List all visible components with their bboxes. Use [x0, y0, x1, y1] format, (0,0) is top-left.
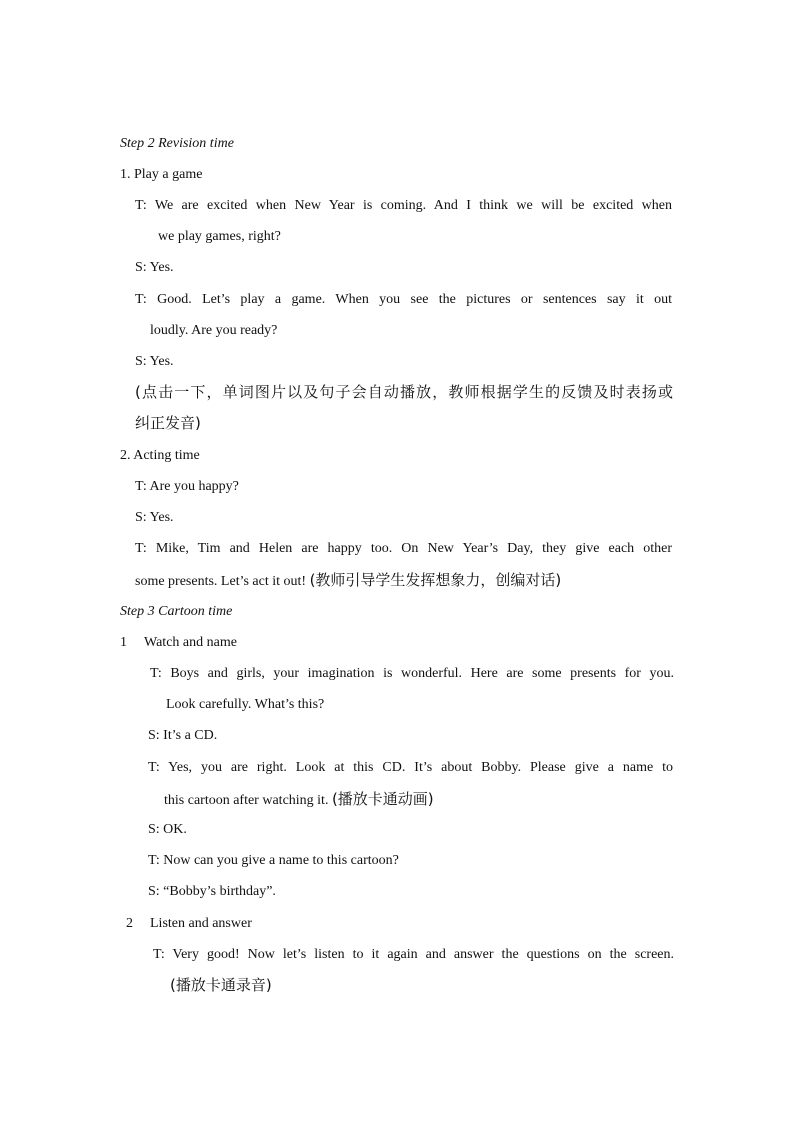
step2-item1-title: 1. Play a game — [120, 167, 203, 182]
step3-item1-title-line — [120, 634, 237, 652]
step3-t2-line1: T: Yes, you are right. Look at this CD. It’s about Bobby. Please give a name to — [148, 760, 673, 775]
step3-t3: T: Now can you give a name to this cartoon? — [148, 853, 399, 868]
step3-s3: S: “Bobby’s birthday”. — [148, 884, 276, 899]
step3-item2-title: Listen and answer — [150, 916, 252, 931]
step3-t2-note: (播放卡通动画) — [331, 790, 434, 808]
step3-heading: Step 3 Cartoon time — [120, 604, 233, 619]
step2-item2-title: 2. Acting time — [120, 448, 200, 463]
step2-t1-line1: T: We are excited when New Year is coming. And I think we will be excited when — [135, 198, 672, 213]
step2-note-line1: (点击一下，单词图片以及句子会自动播放，教师根据学生的反馈及时表扬或 — [135, 383, 673, 401]
step2-heading: Step 2 Revision time — [120, 136, 234, 151]
step3-t4-line1: T: Very good! Now let’s listen to it again and answer the questions on the screen. — [153, 947, 674, 962]
step3-item1-title: Watch and name — [144, 635, 237, 650]
step3-t1-line2: Look carefully. What’s this? — [166, 697, 325, 712]
step2-t4-line1: T: Mike, Tim and Helen are happy too. On New Year’s Day, they give each other — [135, 541, 672, 556]
step3-item2-number: 2 — [126, 916, 133, 931]
step2-t2-line2: loudly. Are you ready? — [150, 323, 278, 338]
step2-t3: T: Are you happy? — [135, 479, 239, 494]
step3-t4-line2: (播放卡通录音) — [170, 976, 272, 994]
step2-t4-text: some presents. Let’s act it out! — [135, 574, 307, 589]
step3-t2-text: this cartoon after watching it. — [164, 793, 329, 808]
step2-t2-line1: T: Good. Let’s play a game. When you see the pictures or sentences say it out — [135, 292, 672, 307]
step2-note-line2: 纠正发音) — [135, 414, 201, 432]
step3-item1-number: 1 — [120, 635, 127, 650]
step3-t1-line1: T: Boys and girls, your imagination is wonderful. Here are some presents for you. — [150, 666, 674, 681]
step3-item2-title-line — [126, 915, 252, 933]
step2-s1: S: Yes. — [135, 260, 174, 275]
step2-s3: S: Yes. — [135, 510, 174, 525]
step3-s2: S: OK. — [148, 822, 187, 837]
step3-t2-line2 — [164, 790, 434, 810]
step2-t1-line2: we play games, right? — [158, 229, 281, 244]
step2-t4-note: (教师引导学生发挥想象力，创编对话) — [309, 571, 562, 589]
step2-t4-line2 — [135, 571, 561, 591]
step2-s2: S: Yes. — [135, 354, 174, 369]
step3-s1: S: It’s a CD. — [148, 728, 218, 743]
